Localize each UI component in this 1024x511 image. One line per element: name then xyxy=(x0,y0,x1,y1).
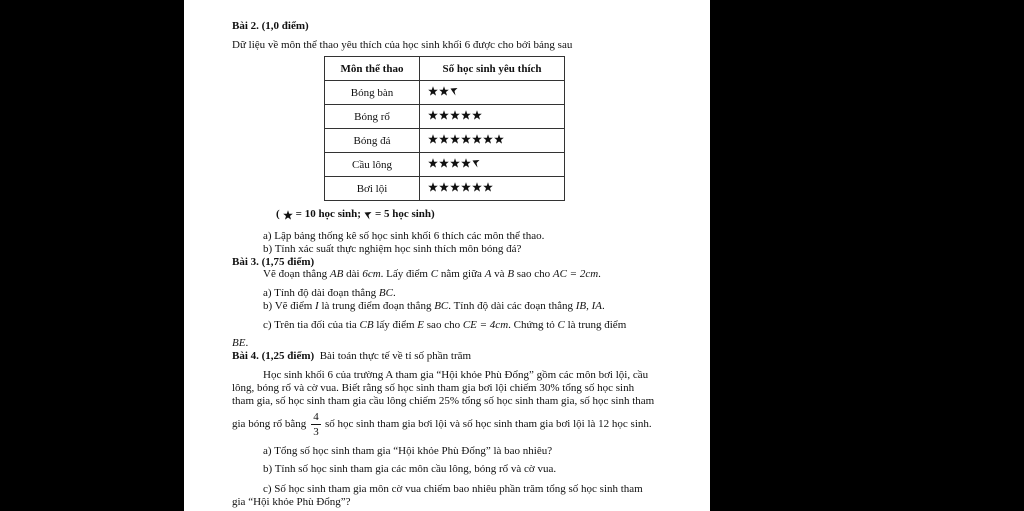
bai4-header xyxy=(232,350,471,363)
bai3-question-a: a) Tính độ dài đoạn thẳng BC. xyxy=(263,287,396,299)
header-sport: Môn thể thao xyxy=(325,57,420,81)
table-header-row xyxy=(325,57,565,81)
pictogram-cell xyxy=(420,81,565,105)
legend-full: = 10 học sinh; xyxy=(295,208,361,220)
pictogram-cell xyxy=(420,129,565,153)
bai3-title: Bài 3. (1,75 điểm) xyxy=(232,256,315,268)
table-row xyxy=(325,105,565,129)
legend-half: = 5 học sinh) xyxy=(374,208,435,220)
sports-table xyxy=(324,56,565,201)
star-icon xyxy=(472,182,482,192)
star-icon xyxy=(439,158,449,168)
star-icon xyxy=(494,134,504,144)
star-icon xyxy=(461,110,471,120)
table-row xyxy=(325,129,565,153)
star-icon xyxy=(461,182,471,192)
sport-name: Bóng đá xyxy=(325,129,420,153)
star-icon xyxy=(450,134,460,144)
star-icon xyxy=(428,182,438,192)
bai2-title: Bài 2. (1,0 điểm) xyxy=(232,20,309,32)
star-icon xyxy=(461,134,471,144)
bai2-intro: Dữ liệu về môn thể thao yêu thích của học sinh khối 6 được cho bởi bảng sau xyxy=(232,39,573,51)
star-pictogram xyxy=(428,110,482,120)
pictogram-cell xyxy=(420,105,565,129)
bai4-question-c-cont: gia “Hội khỏe Phù Đổng”? xyxy=(232,496,351,508)
star-icon xyxy=(428,110,438,120)
fraction-4-3 xyxy=(311,411,321,438)
bai4-para-line4b: số học sinh tham gia bơi lội và số học sinh tham gia bơi lội là 12 học sinh. xyxy=(325,418,652,430)
header-count: Số học sinh yêu thích xyxy=(420,57,565,81)
star-icon xyxy=(283,210,293,220)
bai2-question-b: b) Tính xác suất thực nghiệm học sinh thích môn bóng đá? xyxy=(263,243,522,255)
bai3-question-b: b) Vẽ điểm I là trung điểm đoạn thẳng BC. Tính độ dài các đoạn thẳng IB, IA. xyxy=(263,300,605,312)
legend-open: ( xyxy=(276,208,280,220)
star-pictogram xyxy=(428,134,504,144)
sport-name: Cầu lông xyxy=(325,153,420,177)
bai3-intro: Vẽ đoạn thẳng AB dài 6cm. Lấy điểm C nằm giữa A và B sao cho AC = 2cm. xyxy=(263,268,601,280)
bai4-para-line3: tham gia, số học sinh tham gia cầu lông chiếm 25% tổng số học sinh tham gia, số học sinh tham xyxy=(232,395,655,407)
star-icon xyxy=(450,158,460,168)
star-icon xyxy=(461,158,471,168)
sport-name: Bóng bàn xyxy=(325,81,420,105)
star-icon xyxy=(483,134,493,144)
star-pictogram xyxy=(428,182,493,192)
star-icon xyxy=(439,182,449,192)
star-icon xyxy=(439,86,449,96)
document-page xyxy=(184,0,710,511)
half-star-icon xyxy=(450,86,458,96)
bai4-title: Bài 4. (1,25 điểm) xyxy=(232,350,315,362)
star-icon xyxy=(439,134,449,144)
bai4-subtitle: Bài toán thực tế về tỉ số phần trăm xyxy=(319,350,472,362)
table-row xyxy=(325,81,565,105)
star-icon xyxy=(439,110,449,120)
star-icon xyxy=(472,134,482,144)
star-icon xyxy=(450,110,460,120)
pictogram-cell xyxy=(420,177,565,201)
table-row xyxy=(325,177,565,201)
star-icon xyxy=(428,86,438,96)
sport-name: Bơi lội xyxy=(325,177,420,201)
pictogram-cell xyxy=(420,153,565,177)
star-icon xyxy=(428,134,438,144)
bai2-question-a: a) Lập bảng thống kê số học sinh khối 6 thích các môn thể thao. xyxy=(263,230,545,242)
fraction-denominator: 3 xyxy=(313,426,319,438)
bai4-para-line4a: gia bóng rổ bằng xyxy=(232,418,307,430)
half-star-icon xyxy=(472,158,480,168)
legend xyxy=(276,208,435,221)
bai4-para-line1: Học sinh khối 6 của trường A tham gia “Hội khỏe Phù Đổng” gồm các môn bơi lội, cầu xyxy=(263,369,649,381)
star-icon xyxy=(483,182,493,192)
fraction-numerator: 4 xyxy=(313,411,319,423)
bai4-para-line2: lông, bóng rổ và cờ vua. Biết rằng số học sinh tham gia bơi lội chiếm 30% tổng số học sinh xyxy=(232,382,635,394)
bai4-question-b: b) Tính số học sinh tham gia các môn cầu lông, bóng rổ và cờ vua. xyxy=(263,463,557,475)
half-star-icon xyxy=(364,210,372,220)
sport-name: Bóng rổ xyxy=(325,105,420,129)
star-pictogram xyxy=(428,158,480,168)
bai4-question-a: a) Tổng số học sinh tham gia “Hội khỏe Phù Đổng” là bao nhiêu? xyxy=(263,445,553,457)
fraction-bar xyxy=(311,424,321,425)
star-icon xyxy=(472,110,482,120)
bai3-question-c: c) Trên tia đối của tia CB lấy điểm E sao cho CE = 4cm. Chứng tỏ C là trung điểm xyxy=(263,319,627,331)
star-pictogram xyxy=(428,86,458,96)
bai4-question-c: c) Số học sinh tham gia môn cờ vua chiếm bao nhiêu phần trăm tổng số học sinh tham xyxy=(263,483,643,495)
bai3-question-c-cont: BE. xyxy=(232,337,249,349)
table-row xyxy=(325,153,565,177)
star-icon xyxy=(428,158,438,168)
star-icon xyxy=(450,182,460,192)
